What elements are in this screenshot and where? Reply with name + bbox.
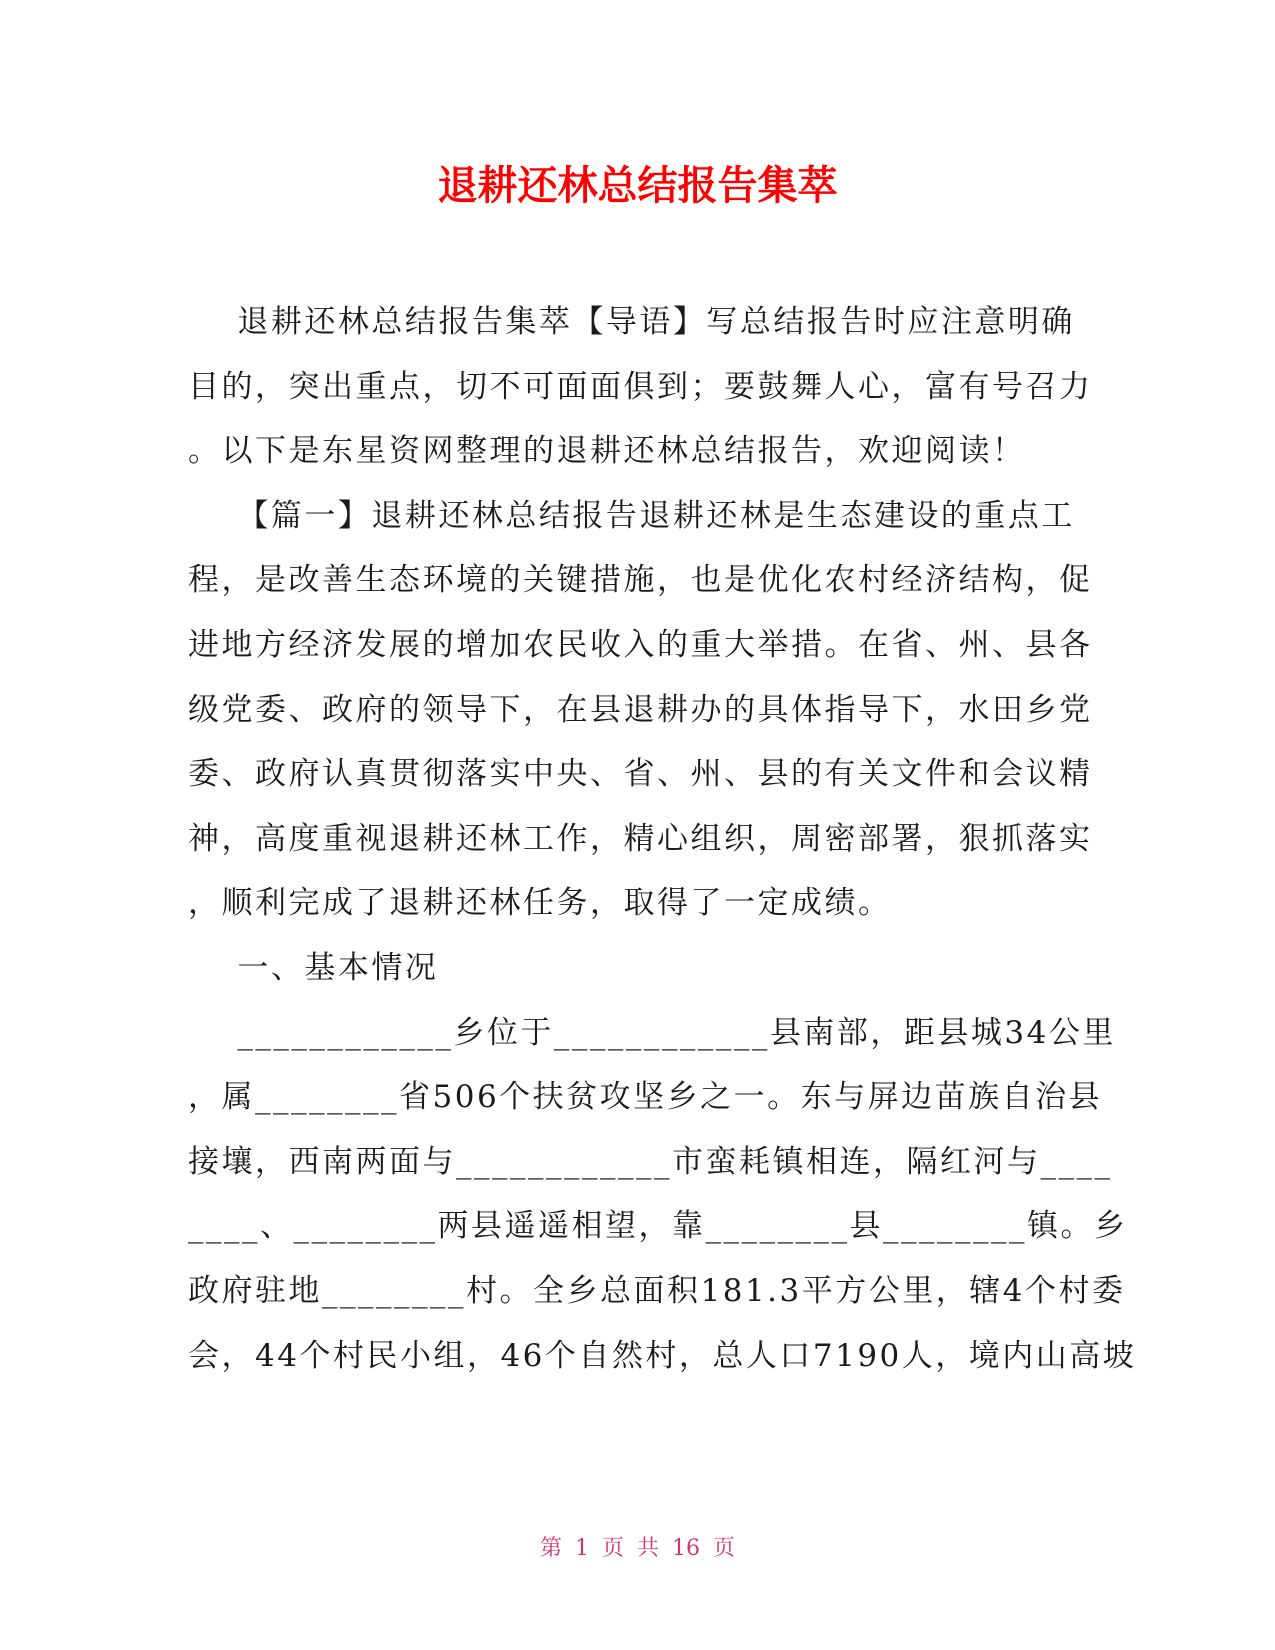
- section-heading: 一、基本情况: [188, 949, 439, 986]
- body-line: ，顺利完成了退耕还林任务，取得了一定成绩。: [188, 885, 892, 922]
- body-line: 程，是改善生态环境的关键措施，也是优化农村经济结构，促: [188, 562, 1093, 599]
- body-line: ____________乡位于____________县南部，距县城34公里: [188, 1014, 1116, 1051]
- body-line: 退耕还林总结报告集萃【导语】写总结报告时应注意明确: [188, 304, 1075, 340]
- document-body: [188, 290, 1137, 1388]
- body-line: 接壤，西南两面与____________市蛮耗镇相连，隔红河与____: [188, 1143, 1113, 1180]
- body-line: 会，44个村民小组，46个自然村，总人口7190人，境内山高坡: [188, 1337, 1137, 1374]
- body-line: ____、________两县遥遥相望，靠________县________镇。乡: [188, 1208, 1128, 1245]
- body-line: 目的，突出重点，切不可面面俱到；要鼓舞人心，富有号召力: [188, 368, 1093, 405]
- body-line: 委、政府认真贯彻落实中央、省、州、县的有关文件和会议精: [188, 756, 1093, 793]
- body-line: 【篇一】退耕还林总结报告退耕还林是生态建设的重点工: [188, 497, 1075, 534]
- body-line: ，属________省506个扶贫攻坚乡之一。东与屏边苗族自治县: [188, 1079, 1103, 1116]
- page-number-footer: 第 1 页 共 16 页: [540, 1536, 735, 1561]
- body-line: 政府驻地________村。全乡总面积181.3平方公里，辖4个村委: [188, 1272, 1126, 1309]
- body-line: 进地方经济发展的增加农民收入的重大举措。在省、州、县各: [188, 626, 1093, 663]
- body-line: 神，高度重视退耕还林工作，精心组织，周密部署，狠抓落实: [188, 820, 1093, 857]
- body-line: 。以下是东星资网整理的退耕还林总结报告，欢迎阅读！: [188, 433, 1026, 470]
- document-title: 退耕还林总结报告集萃: [437, 163, 838, 209]
- body-line: 级党委、政府的领导下，在县退耕办的具体指导下，水田乡党: [188, 691, 1093, 728]
